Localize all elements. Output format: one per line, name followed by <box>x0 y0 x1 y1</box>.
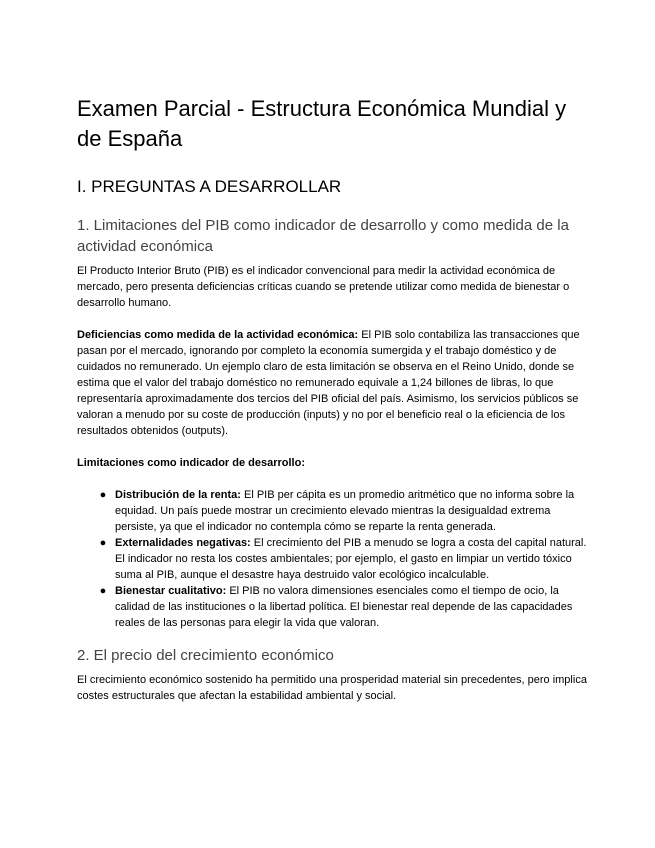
list-item-label: Bienestar cualitativo: <box>115 585 227 597</box>
bullet-icon: ● <box>99 537 107 549</box>
question-1-heading: 1. Limitaciones del PIB como indicador de desarrollo y como medida de la actividad económica <box>77 217 569 255</box>
document-title: Examen Parcial - Estructura Económica Mundial y de España <box>77 96 567 151</box>
list-item-text: El PIB no valora dimensiones esenciales como el tiempo de ocio, la calidad de las instituciones o la libertad política. El bienestar real depende de las capacidades reales de las personas para elegir la vida que valoran. <box>115 585 573 629</box>
limitaciones-heading-paragraph <box>77 455 587 471</box>
deficiencias-text: El PIB solo contabiliza las transacciones que pasan por el mercado, ignorando por completo la economía sumergida y el trabajo doméstico y de cuidados no remunerado. Un ejemplo claro de esta limitación se observa en el Reino Unido, donde se estima que el valor del trabajo doméstico no remunerado equivale a 1,24 billones de libras, lo que representaría aproximadamente dos tercios del PIB oficial del país. Asimismo, los servicios públicos se valoran a menudo por su coste de producción (inputs) y no por el beneficio real o la eficiencia de los resultados obtenidos (outputs). <box>77 329 580 437</box>
bullet-icon: ● <box>99 489 107 501</box>
question-2-intro-paragraph: El crecimiento económico sostenido ha permitido una prosperidad material sin precedentes, pero implica costes estructurales que afectan la estabilidad ambiental y social. <box>77 674 587 702</box>
section-heading: I. PREGUNTAS A DESARROLLAR <box>77 177 342 196</box>
deficiencias-label: Deficiencias como medida de la actividad económica: <box>77 329 359 341</box>
list-item-bienestar <box>77 583 587 631</box>
list-item-externalidades <box>77 535 587 583</box>
limitaciones-heading: Limitaciones como indicador de desarrollo: <box>77 457 305 469</box>
bullet-icon: ● <box>99 585 107 597</box>
deficiencias-paragraph <box>77 327 587 439</box>
list-item-text: El PIB per cápita es un promedio aritmético que no informa sobre la equidad. Un país puede mostrar un crecimiento elevado mientras la desigualdad extrema persiste, ya que el indicador no contempla cómo se reparte la renta generada. <box>115 489 575 533</box>
list-item-distribucion <box>77 487 587 535</box>
document-page <box>77 94 587 704</box>
limitaciones-list <box>77 487 587 631</box>
question-1-intro-paragraph: El Producto Interior Bruto (PIB) es el indicador convencional para medir la actividad económica de mercado, pero presenta deficiencias críticas cuando se pretende utilizar como medida de bienestar o desarrollo humano. <box>77 265 570 309</box>
question-2-heading: 2. El precio del crecimiento económico <box>77 647 334 664</box>
list-item-label: Distribución de la renta: <box>115 489 241 501</box>
list-item-text: El crecimiento del PIB a menudo se logra a costa del capital natural. El indicador no resta los costes ambientales; por ejemplo, el gasto en limpiar un vertido tóxico suma al PIB, aunque el desastre haya destruido valor ecológico incalculable. <box>115 537 587 581</box>
list-item-label: Externalidades negativas: <box>115 537 251 549</box>
